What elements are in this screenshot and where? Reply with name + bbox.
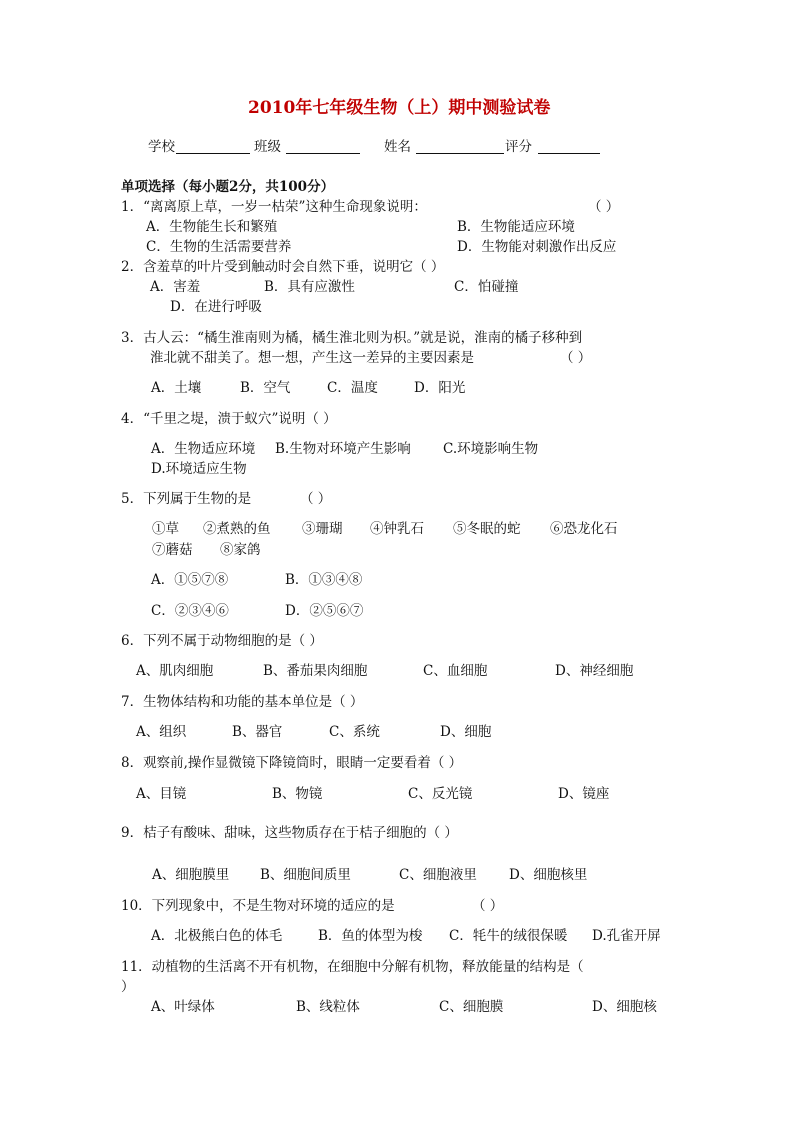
option-a[interactable]: A、叶绿体 [151, 999, 215, 1015]
option-b[interactable]: B、物镜 [272, 786, 323, 802]
option-b[interactable]: B、线粒体 [296, 999, 360, 1015]
option-d[interactable]: D.孔雀开屏 [592, 928, 661, 944]
option-b[interactable]: B．空气 [240, 380, 291, 396]
option-b[interactable]: B．鱼的体型为梭 [318, 928, 423, 944]
list-item: ②煮熟的鱼 [203, 521, 271, 537]
option-b[interactable]: B、番茄果肉细胞 [263, 663, 368, 679]
option-c[interactable]: C、反光镜 [408, 786, 473, 802]
option-c[interactable]: C．牦牛的绒很保暖 [449, 928, 568, 944]
answer-paren[interactable]: （ ） [560, 350, 592, 366]
option-c[interactable]: C、细胞液里 [399, 867, 477, 883]
question-stem: 2．含羞草的叶片受到触动时会自然下垂，说明它（ ） [121, 259, 445, 275]
question-stem: 11．动植物的生活离不开有机物，在细胞中分解有机物，释放能量的结构是（ [121, 959, 584, 975]
option-d[interactable]: D、细胞 [440, 724, 492, 740]
option-d[interactable]: D、神经细胞 [555, 663, 634, 679]
option-d[interactable]: D.环境适应生物 [151, 461, 247, 477]
option-a[interactable]: A．生物能生长和繁殖 [146, 219, 278, 235]
name-label: 姓名 [384, 139, 411, 155]
option-d[interactable]: D．②⑤⑥⑦ [285, 603, 364, 619]
question-stem: 5．下列属于生物的是 [121, 491, 252, 507]
option-a[interactable]: A．北极熊白色的体毛 [151, 928, 283, 944]
option-a[interactable]: A、肌肉细胞 [136, 663, 214, 679]
question-stem: 9．桔子有酸味、甜味，这些物质存在于桔子细胞的（ ） [121, 825, 458, 841]
option-a[interactable]: A、组织 [136, 724, 187, 740]
question-stem: 4．“千里之堤，溃于蚁穴”说明（ ） [121, 411, 337, 427]
school-blank[interactable] [176, 141, 250, 154]
option-b[interactable]: B、细胞间质里 [260, 867, 351, 883]
option-c[interactable]: C．怕碰撞 [454, 279, 519, 295]
page-title: 2010年七年级生物（上）期中测验试卷 [248, 98, 551, 118]
list-item: ⑦蘑菇 [152, 542, 193, 558]
list-item: ⑤冬眠的蛇 [453, 521, 521, 537]
option-d[interactable]: D．阳光 [414, 380, 466, 396]
question-stem: 1．“离离原上草，一岁一枯荣”这种生命现象说明： [121, 199, 427, 215]
option-b[interactable]: B．①③④⑧ [285, 572, 363, 588]
option-b[interactable]: B.生物对环境产生影响 [275, 441, 411, 457]
option-c[interactable]: C．生物的生活需要营养 [146, 239, 292, 255]
question-stem: 7．生物体结构和功能的基本单位是（ ） [121, 694, 364, 710]
option-c[interactable]: C．②③④⑥ [151, 603, 229, 619]
answer-paren[interactable]: （ ） [472, 898, 504, 914]
question-stem: 10．下列现象中，不是生物对环境的适应的是 [121, 898, 395, 914]
score-label: 评分 [505, 139, 532, 155]
option-a[interactable]: A．生物适应环境 [151, 441, 256, 457]
option-d[interactable]: D、镜座 [558, 786, 610, 802]
name-blank[interactable] [416, 141, 504, 154]
option-a[interactable]: A、细胞膜里 [152, 867, 230, 883]
option-b[interactable]: B．生物能适应环境 [457, 219, 575, 235]
option-c[interactable]: C．温度 [327, 380, 378, 396]
option-a[interactable]: A、目镜 [136, 786, 187, 802]
question-stem-cont: 淮北就不甜美了。想一想，产生这一差异的主要因素是 [150, 350, 474, 366]
answer-paren[interactable]: （ ） [588, 199, 620, 215]
question-stem: 3．古人云：“橘生淮南则为橘，橘生淮北则为枳。”就是说，淮南的橘子移种到 [121, 330, 583, 346]
option-a[interactable]: A．①⑤⑦⑧ [151, 572, 229, 588]
option-a[interactable]: A．土壤 [151, 380, 202, 396]
score-blank[interactable] [538, 141, 600, 154]
answer-paren[interactable]: （ ） [300, 491, 332, 507]
list-item: ⑧家鸽 [220, 542, 261, 558]
school-label: 学校 [148, 139, 175, 155]
list-item: ③珊瑚 [302, 521, 343, 537]
option-b[interactable]: B．具有应激性 [264, 279, 355, 295]
list-item: ④钟乳石 [370, 521, 424, 537]
question-stem-cont: ） [121, 979, 135, 995]
option-c[interactable]: C、系统 [329, 724, 380, 740]
class-blank[interactable] [286, 141, 360, 154]
list-item: ⑥恐龙化石 [550, 521, 618, 537]
section-heading: 单项选择（每小题2分，共100分） [121, 179, 335, 195]
list-item: ①草 [152, 521, 179, 537]
question-stem: 6．下列不属于动物细胞的是（ ） [121, 633, 323, 649]
class-label: 班级 [254, 139, 281, 155]
question-stem: 8．观察前,操作显微镜下降镜筒时，眼睛一定要看着（ ） [121, 755, 463, 771]
option-d[interactable]: D、细胞核里 [509, 867, 588, 883]
option-c[interactable]: C.环境影响生物 [443, 441, 539, 457]
option-c[interactable]: C、细胞膜 [439, 999, 504, 1015]
option-a[interactable]: A．害羞 [150, 279, 201, 295]
option-b[interactable]: B、器官 [232, 724, 283, 740]
option-c[interactable]: C、血细胞 [423, 663, 488, 679]
option-d[interactable]: D．生物能对刺激作出反应 [457, 239, 617, 255]
option-d[interactable]: D．在进行呼吸 [170, 299, 262, 315]
option-d[interactable]: D、细胞核 [592, 999, 657, 1015]
